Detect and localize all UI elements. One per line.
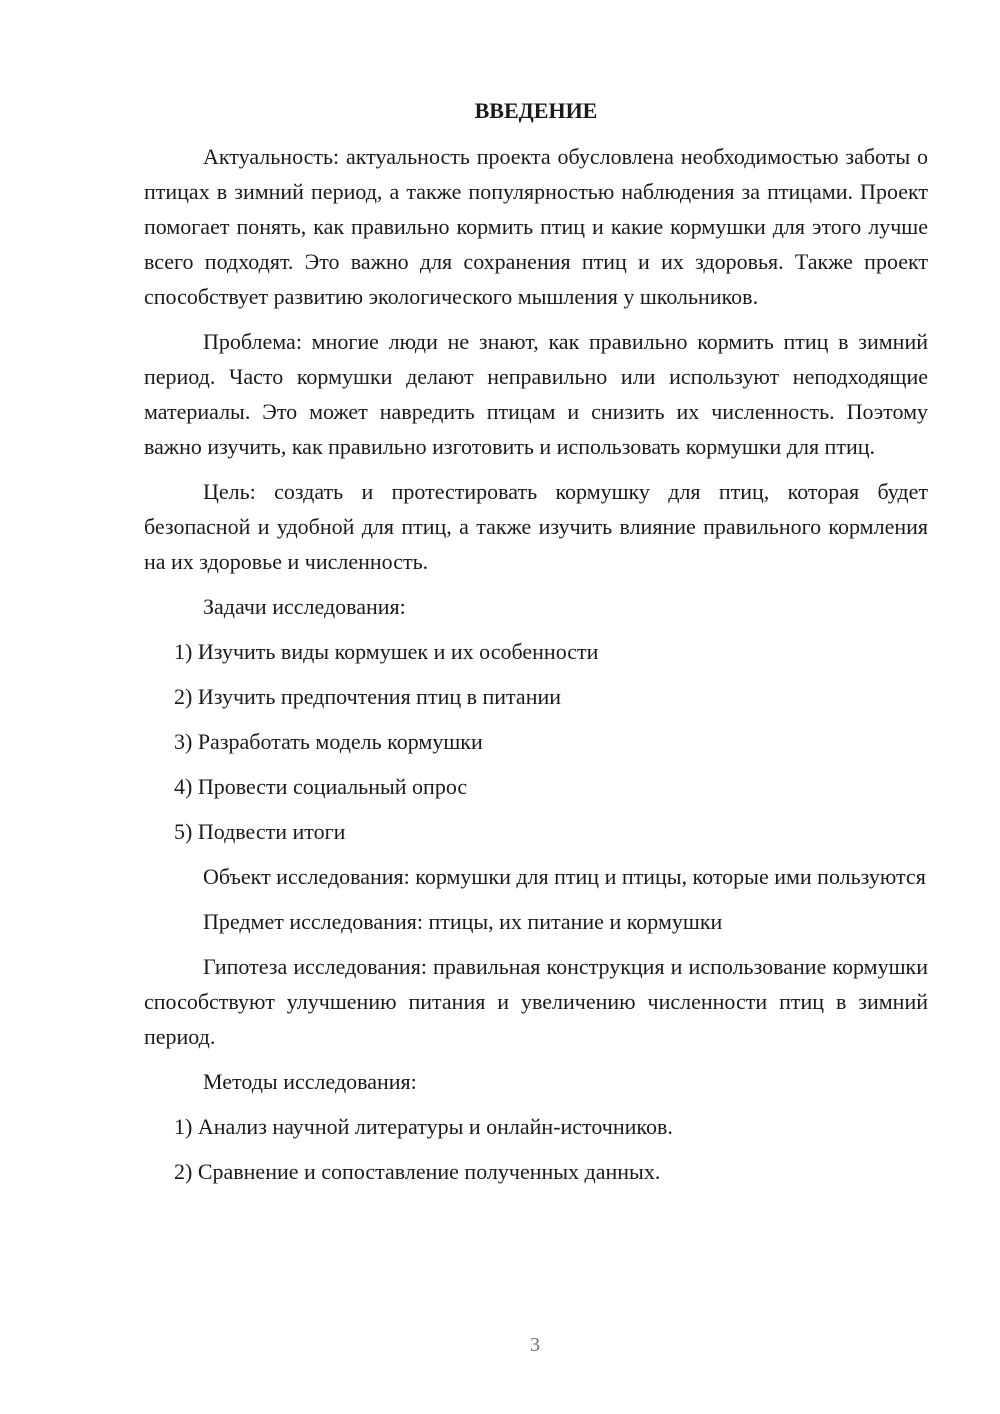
task-item: 4) Провести социальный опрос — [174, 774, 468, 799]
page-number: 3 — [530, 1334, 540, 1356]
section-heading: ВВЕДЕНИЕ — [474, 98, 598, 123]
page-content — [144, 96, 928, 1199]
task-item: 5) Подвести итоги — [174, 819, 346, 844]
problem-paragraph: Проблема: многие люди не знают, как правильно кормить птиц в зимний период. Часто кормушки делают неправильно или используют неподходящие материалы. Это может навредить птицам и снизить их численность. Поэтому важно изучить, как правильно изготовить и использовать кормушки для птиц. — [144, 329, 928, 459]
task-item: 3) Разработать модель кормушки — [174, 729, 483, 754]
methods-title: Методы исследования: — [203, 1069, 417, 1094]
subject-paragraph: Предмет исследования: птицы, их питание и кормушки — [203, 909, 723, 934]
hypothesis-paragraph: Гипотеза исследования: правильная конструкция и использование кормушки способствуют улучшению питания и увеличению численности птиц в зимний период. — [144, 954, 928, 1049]
tasks-title: Задачи исследования: — [203, 594, 406, 619]
method-item: 2) Сравнение и сопоставление полученных данных. — [174, 1159, 661, 1184]
method-item: 1) Анализ научной литературы и онлайн-источников. — [174, 1114, 673, 1139]
goal-paragraph: Цель: создать и протестировать кормушку для птиц, которая будет безопасной и удобной для птиц, а также изучить влияние правильного кормления на их здоровье и численность. — [144, 479, 928, 574]
task-item: 2) Изучить предпочтения птиц в питании — [174, 684, 562, 709]
object-paragraph: Объект исследования: кормушки для птиц и птицы, которые ими пользуются — [203, 864, 926, 889]
task-item: 1) Изучить виды кормушек и их особенности — [174, 639, 599, 664]
relevance-paragraph: Актуальность: актуальность проекта обусловлена необходимостью заботы о птицах в зимний период, а также популярностью наблюдения за птицами. Проект помогает понять, как правильно кормить птиц и какие кормушки для этого лучше всего подходят. Это важно для сохранения птиц и их здоровья. Также проект способствует развитию экологического мышления у школьников. — [144, 144, 928, 309]
